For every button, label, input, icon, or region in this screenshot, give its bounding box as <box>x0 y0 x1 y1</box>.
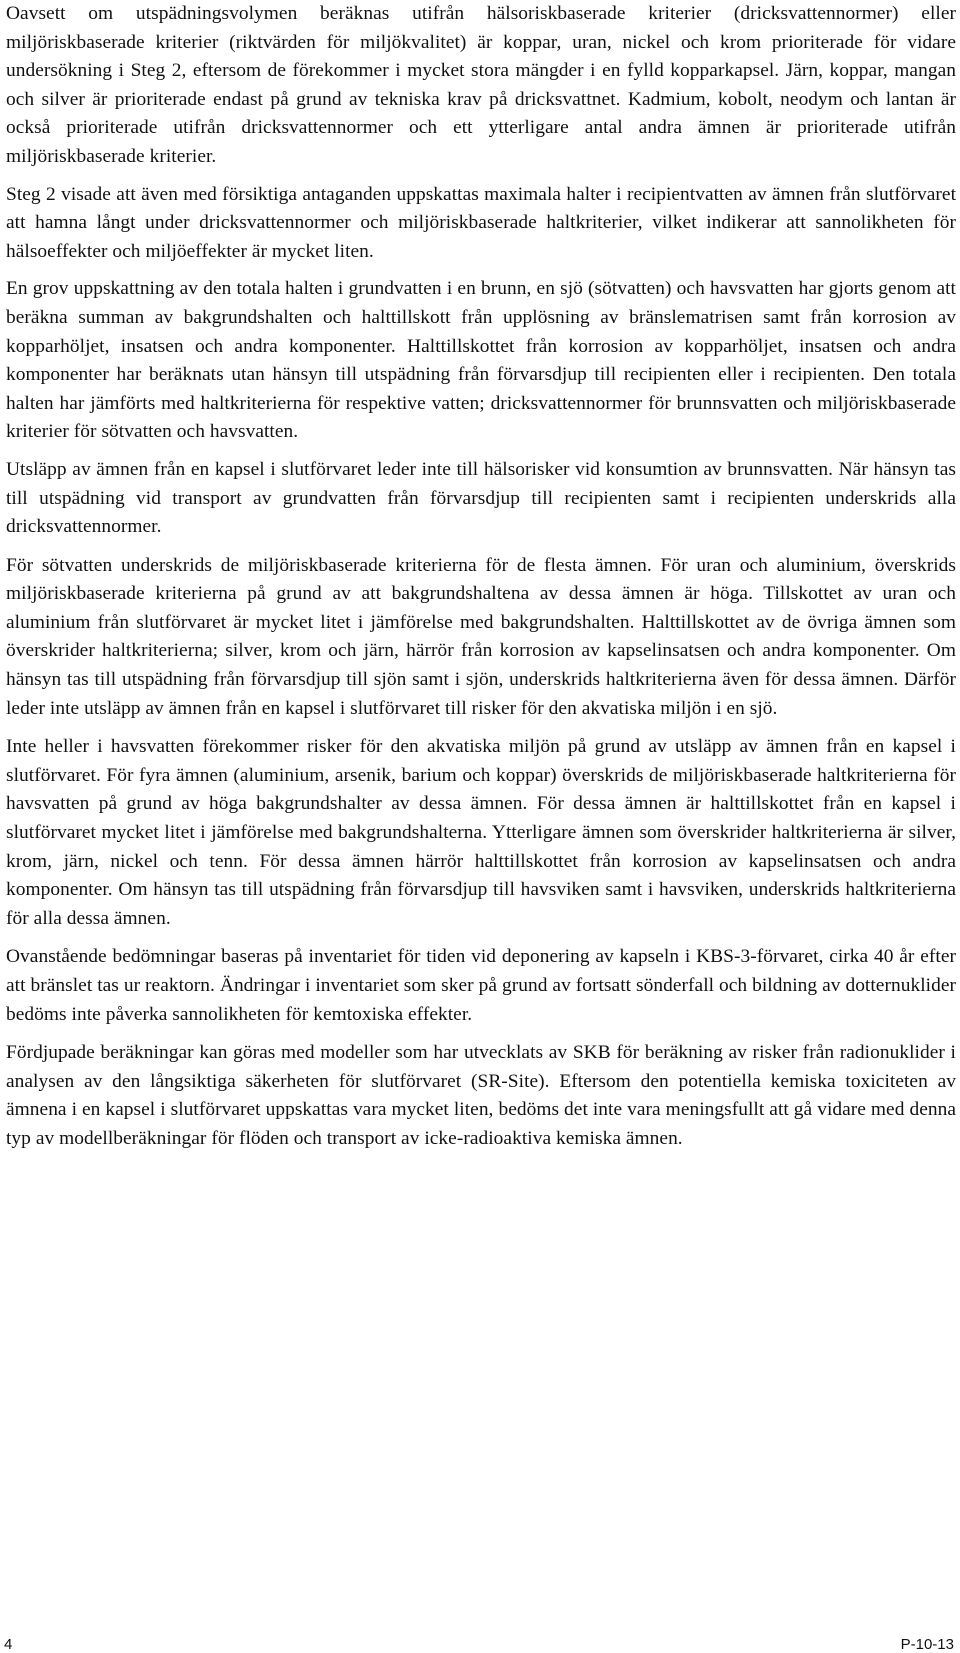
document-body <box>6 0 956 1154</box>
paragraph-seawater: Inte heller i havsvatten förekommer risker för den akvatiska miljön på grund av utsläpp av ämnen från en kapsel i slutförvaret. För fyra ämnen (aluminium, arsenik, barium och koppar) överskrids de miljöriskbaserade haltkriterierna för havsvatten på grund av höga bakgrundshalter av dessa ämnen. För dessa ämnen är halttillskottet från en kapsel i slutförvaret mycket litet i jämförelse med bakgrundshalterna. Ytterligare ämnen som överskrider haltkriterierna är silver, krom, järn, nickel och tenn. För dessa ämnen härrör halttillskottet från korrosion av kapselinsatsen och andra komponenter. Om hänsyn tas till utspädning från förvarsdjup till havsviken samt i havsviken, underskrids haltkriterierna för alla dessa ämnen. <box>6 736 956 929</box>
paragraph-total-concentration-estimate: En grov uppskattning av den totala halten i grundvatten i en brunn, en sjö (sötvatten) och havsvatten har gjorts genom att beräkna summan av bakgrundshalten och halttillskott från upplösning av bränslematrisen samt från korrosion av kopparhöljet, insatsen och andra komponenter. Halttillskottet från korrosion av kopparhöljet, insatsen och andra komponenter har beräknats utan hänsyn till utspädning från förvarsdjup till recipienten eller i recipienten. Den totala halten har jämförts med haltkriterierna för respektive vatten; dricksvattennormer för brunnsvatten och miljöriskbaserade kriterier för sötvatten och havsvatten. <box>6 278 956 443</box>
paragraph-prioritized-substances: Oavsett om utspädningsvolymen beräknas utifrån hälsoriskbaserade kriterier (dricksvattennormer) eller miljöriskbaserade kriterier (riktvärden för miljökvalitet) är koppar, uran, nickel och krom prioriterade för vidare undersökning i Steg 2, eftersom de förekommer i mycket stora mängder i en fylld kopparkapsel. Järn, koppar, mangan och silver är prioriterade endast på grund av tekniska krav på dricksvattnet. Kadmium, kobolt, neodym och lantan är också prioriterade utifrån dricksvattennormer och ett ytterligare antal andra ämnen är prioriterade utifrån miljöriskbaserade kriterier. <box>6 3 956 167</box>
paragraph-freshwater: För sötvatten underskrids de miljöriskbaserade kriterierna för de flesta ämnen. För uran och aluminium, överskrids miljöriskbaserade kriterierna på grund av att bakgrundshaltena av dessa ämnen är höga. Tillskottet av uran och aluminium från slutförvaret är mycket litet i jämförelse med bakgrundshalten. Halttillskottet av de övriga ämnen som överskrider haltkriterierna; silver, krom och järn, härrör från korrosion av kapselinsatsen och andra komponenter. Om hänsyn tas till utspädning från förvarsdjup till sjön samt i sjön, underskrids haltkriterierna även för dessa ämnen. Därför leder inte utsläpp av ämnen från en kapsel i slutförvaret till risker för den akvatiska miljön i en sjö. <box>6 554 956 719</box>
paragraph-inventory-assessment: Ovanstående bedömningar baseras på inventariet för tiden vid deponering av kapseln i KBS-3-förvaret, cirka 40 år efter att bränslet tas ur reaktorn. Ändringar i inventariet som sker på grund av fortsatt sönderfall och bildning av dotternuklider bedöms inte påverka sannolikheten för kemtoxiska effekter. <box>6 946 956 1025</box>
paragraph-further-calculations: Fördjupade beräkningar kan göras med modeller som har utvecklats av SKB för beräkning av risker från radionuklider i analysen av den långsiktiga säkerheten för slutförvaret (SR-Site). Eftersom den potentiella kemiska toxiciteten av ämnena i en kapsel i slutförvaret uppskattas vara mycket liten, bedöms det inte vara meningsfullt att gå vidare med denna typ av modellberäkningar för flöden och transport av icke-radioaktiva kemiska ämnen. <box>6 1042 956 1149</box>
paragraph-well-water: Utsläpp av ämnen från en kapsel i slutförvaret leder inte till hälsorisker vid konsumtion av brunnsvatten. När hänsyn tas till utspädning vid transport av grundvatten från förvarsdjup till recipienten samt i recipienten underskrids alla dricksvattennormer. <box>6 458 956 538</box>
report-code: P-10-13 <box>900 1636 954 1653</box>
paragraph-step2-results: Steg 2 visade att även med försiktiga antaganden uppskattas maximala halter i recipientvatten av ämnen från slutförvaret att hamna långt under dricksvattennormer och miljöriskbaserade haltkriterier, vilket indikerar att sannolikheten för hälsoeffekter och miljöeffekter är mycket liten. <box>6 183 956 262</box>
page-number: 4 <box>4 1636 13 1653</box>
